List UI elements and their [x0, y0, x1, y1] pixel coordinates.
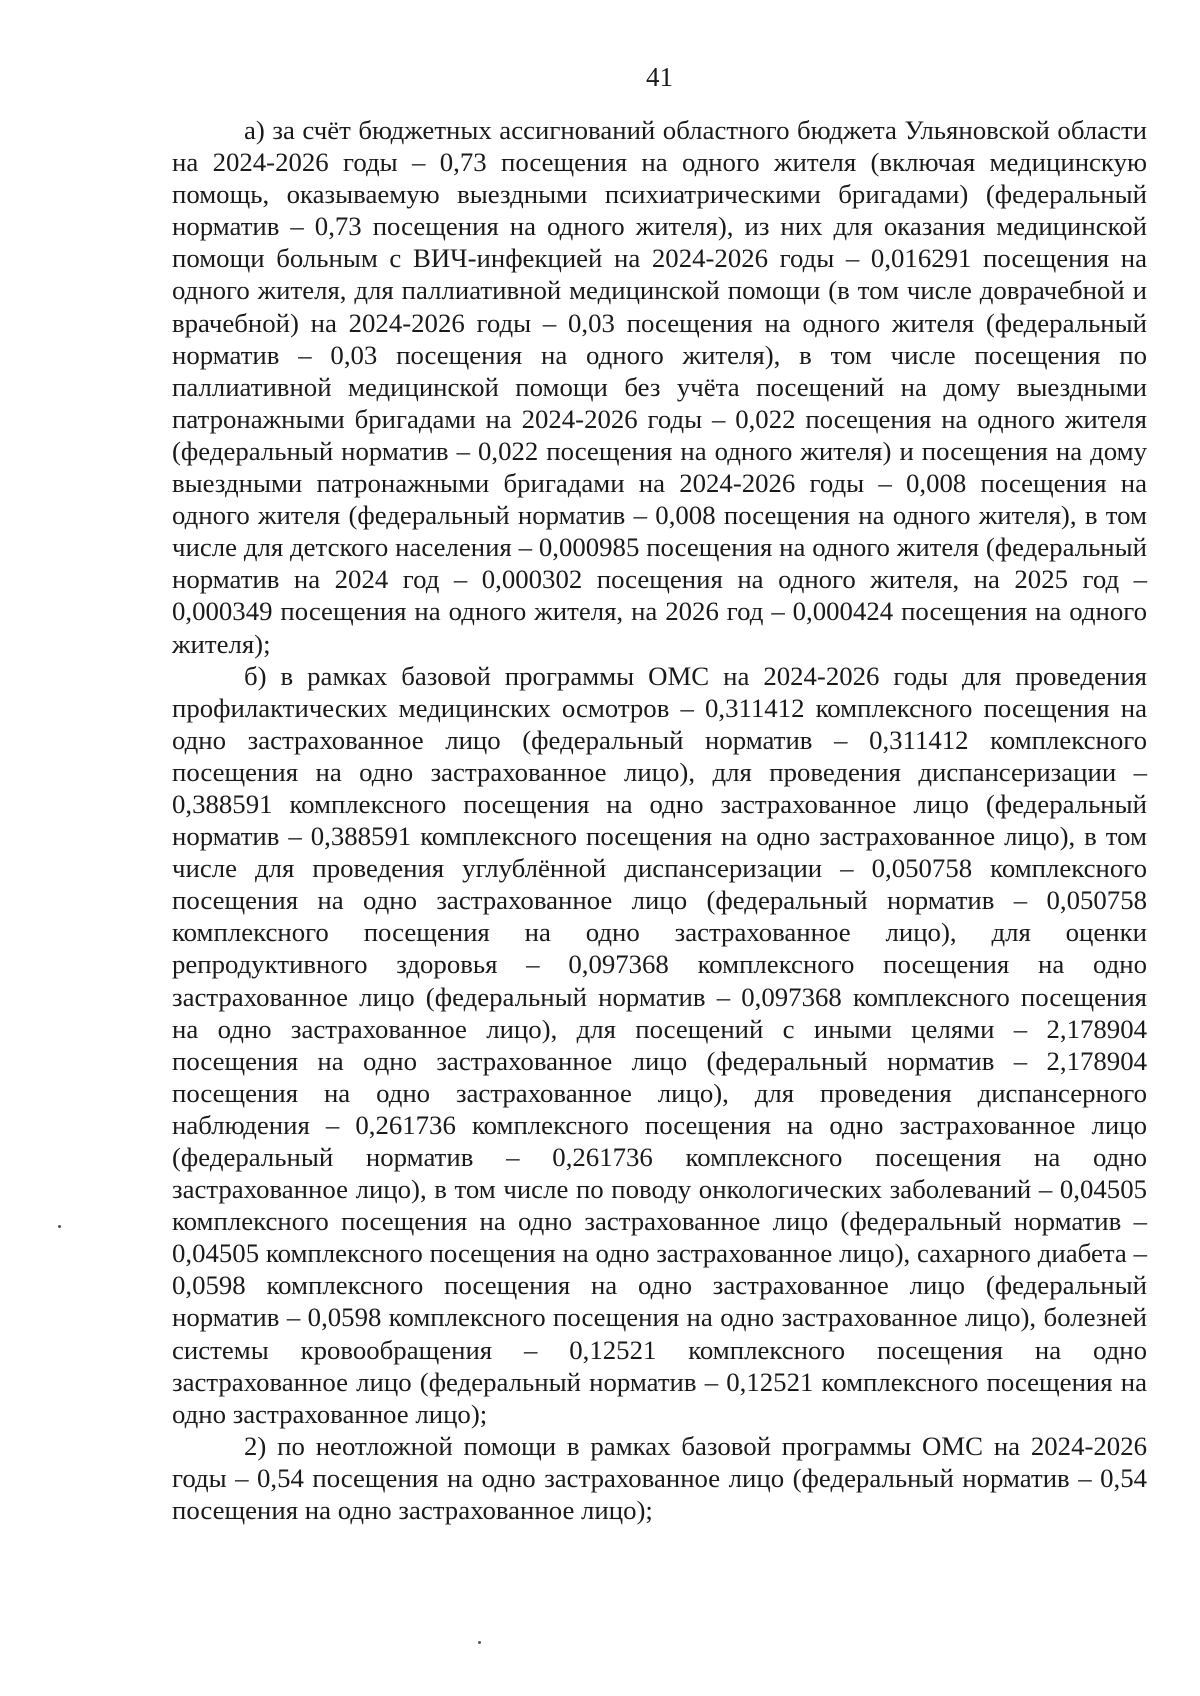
paragraph-b: б) в рамках базовой программы ОМС на 2024-2026 годы для проведения профилактических медицинских осмотров – 0,311412 комплексного посещения на одно застрахованное лицо (федеральный норматив – 0,311412 комплексного посещения на одно застрахованное лицо), для проведения диспансеризации – 0,388591 комплексного посещения на одно застрахованное лицо (федеральный норматив – 0,388591 комплексного посещения на одно застрахованное лицо), в том числе для проведения углублённой диспансеризации – 0,050758 комплексного посещения на одно застрахованное лицо (федеральный норматив – 0,050758 комплексного посещения на одно застрахованное лицо), для оценки репродуктивного здоровья – 0,097368 комплексного посещения на одно застрахованное лицо (федеральный норматив – 0,097368 комплексного посещения на одно застрахованное лицо), для посещений с иными целями – 2,178904 посещения на одно застрахованное лицо (федеральный норматив – 2,178904 посещения на одно застрахованное лицо), для проведения диспансерного наблюдения – 0,261736 комплексного посещения на одно застрахованное лицо (федеральный норматив – 0,261736 комплексного посещения на одно застрахованное лицо), в том числе по поводу онкологических заболеваний – 0,04505 комплексного посещения на одно застрахованное лицо (федеральный норматив – 0,04505 комплексного посещения на одно застрахованное лицо), сахарного диабета – 0,0598 комплексного посещения на одно застрахованное лицо (федеральный норматив – 0,0598 комплексного посещения на одно застрахованное лицо), болезней системы кровообращения – 0,12521 комплексного посещения на одно застрахованное лицо (федеральный норматив – 0,12521 комплексного посещения на одно застрахованное лицо); — [172, 660, 1147, 1429]
scan-speck — [58, 1225, 61, 1228]
paragraph-a: а) за счёт бюджетных ассигнований областного бюджета Ульяновской области на 2024-2026 годы – 0,73 посещения на одного жителя (включая медицинскую помощь, оказываемую выездными психиатрическими бригадами) (федеральный норматив – 0,73 посещения на одного жителя), из них для оказания медицинской помощи больным с ВИЧ-инфекцией на 2024-2026 годы – 0,016291 посещения на одного жителя, для паллиативной медицинской помощи (в том числе доврачебной и врачебной) на 2024-2026 годы – 0,03 посещения на одного жителя (федеральный норматив – 0,03 посещения на одного жителя), в том числе посещения по паллиативной медицинской помощи без учёта посещений на дому выездными патронажными бригадами на 2024-2026 годы – 0,022 посещения на одного жителя (федеральный норматив – 0,022 посещения на одного жителя) и посещения на дому выездными патронажными бригадами на 2024-2026 годы – 0,008 посещения на одного жителя (федеральный норматив – 0,008 посещения на одного жителя), в том числе для детского населения – 0,000985 посещения на одного жителя (федеральный норматив на 2024 год – 0,000302 посещения на одного жителя, на 2025 год – 0,000349 посещения на одного жителя, на 2026 год – 0,000424 посещения на одного жителя); — [172, 115, 1147, 659]
page-number: 41 — [646, 62, 673, 92]
scan-speck — [478, 1641, 481, 1644]
paragraph-2: 2) по неотложной помощи в рамках базовой программы ОМС на 2024-2026 годы – 0,54 посещения на одно застрахованное лицо (федеральный норматив – 0,54 посещения на одно застрахованное лицо); — [172, 1430, 1147, 1526]
document-page — [172, 62, 1147, 1526]
